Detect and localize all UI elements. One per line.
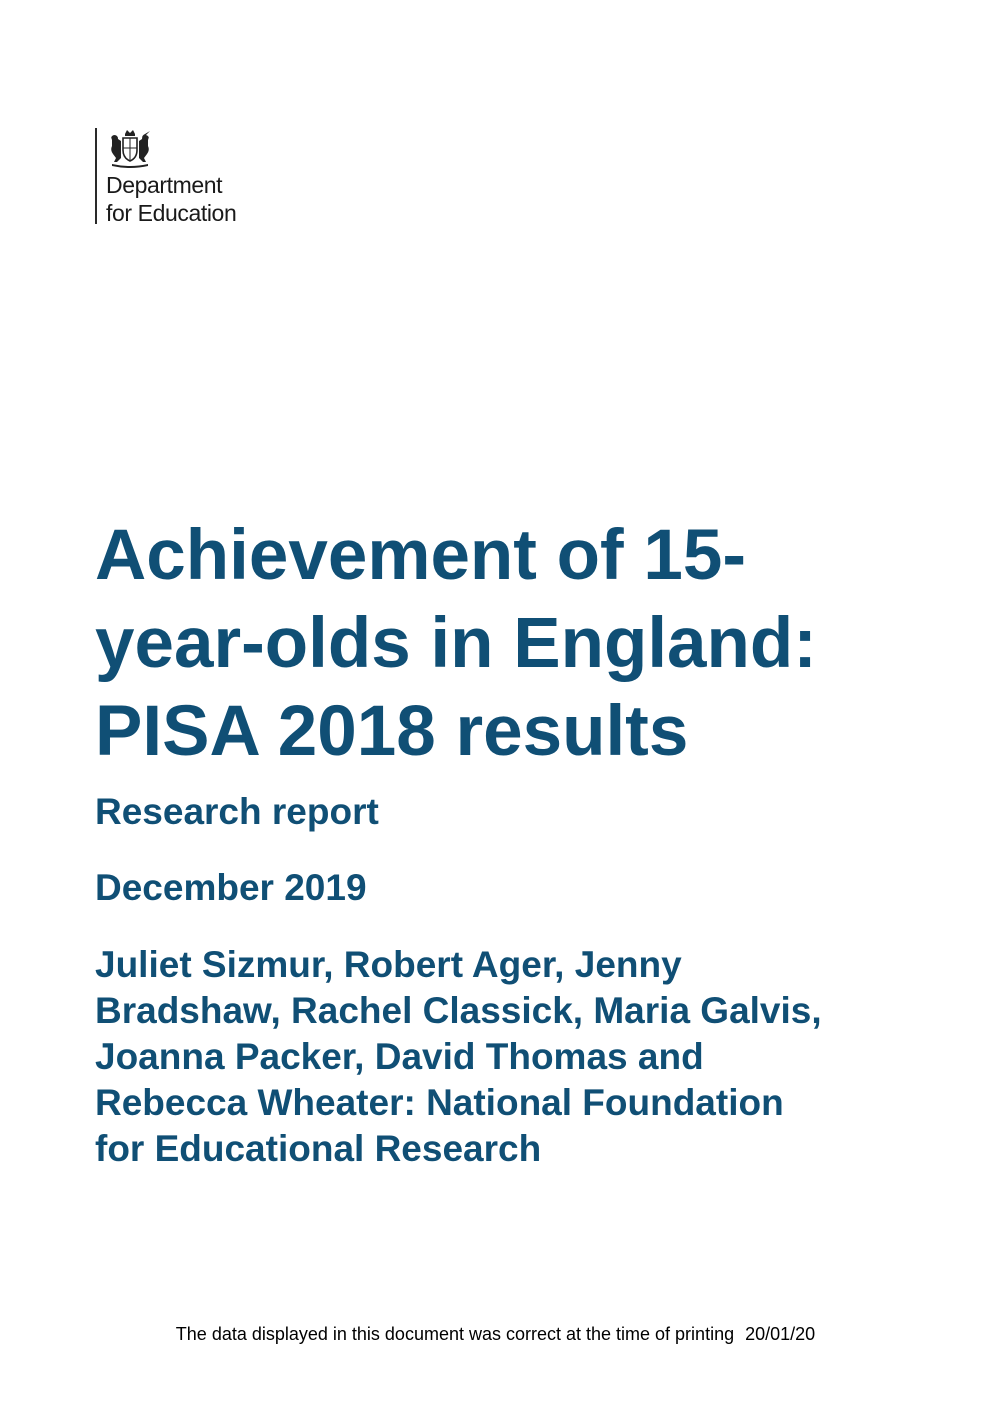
authors-line-4: Rebecca Wheater: National Foundation — [95, 1082, 784, 1123]
logo-line-department: Department — [106, 172, 223, 198]
print-date-note — [0, 1323, 991, 1345]
logo-line-for-education: for Education — [106, 200, 237, 226]
department-logo — [95, 128, 236, 224]
title-line-3: PISA 2018 results — [95, 692, 689, 771]
print-note-date: 20/01/20 — [745, 1324, 816, 1344]
logo-wordmark — [106, 171, 236, 227]
publication-date: December 2019 — [95, 867, 367, 908]
royal-coat-of-arms-icon — [106, 128, 154, 168]
authors-list — [95, 942, 915, 1172]
report-subtitle: Research report — [95, 791, 379, 832]
authors-line-1: Juliet Sizmur, Robert Ager, Jenny — [95, 944, 682, 985]
authors-line-2: Bradshaw, Rachel Classick, Maria Galvis, — [95, 990, 822, 1031]
title-line-2: year-olds in England: — [95, 604, 817, 683]
print-note-text: The data displayed in this document was correct at the time of printing — [175, 1324, 735, 1344]
authors-line-5: for Educational Research — [95, 1128, 542, 1169]
authors-line-3: Joanna Packer, David Thomas and — [95, 1036, 704, 1077]
report-title — [95, 512, 935, 776]
title-line-1: Achievement of 15- — [95, 516, 747, 595]
